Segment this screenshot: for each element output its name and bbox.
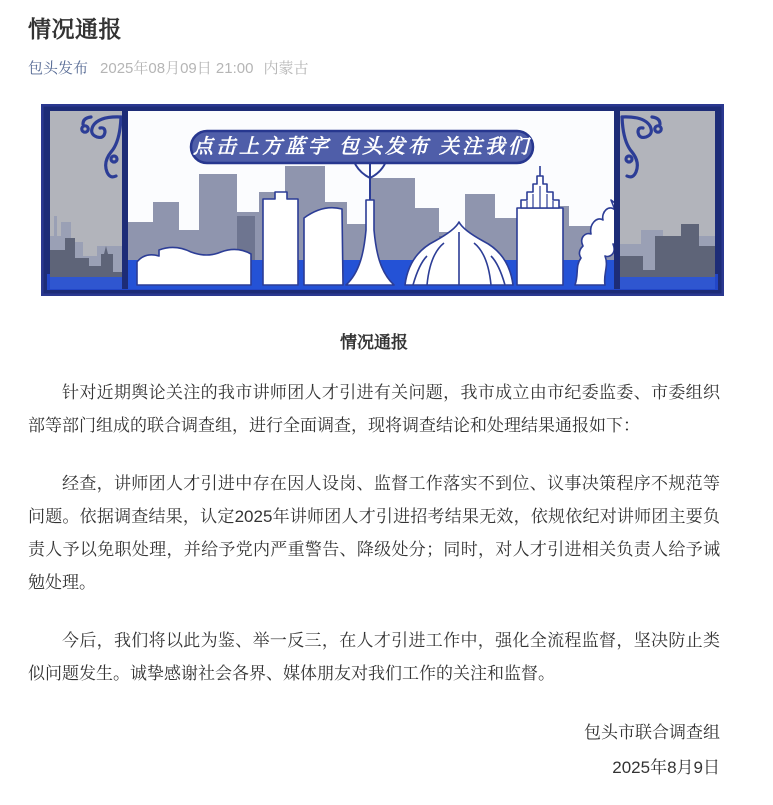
striped-tower — [263, 192, 298, 285]
notice-heading: 情况通报 — [340, 333, 408, 352]
center-scene — [128, 111, 633, 289]
signature-line: 包头市联合调查组 — [584, 723, 720, 742]
left-panel — [50, 111, 122, 289]
notice-paragraph-1: 针对近期舆论关注的我市讲师团人才引进有关问题，我市成立由市纪委监委、市委组织部等部门组成的联合调查组，进行全面调查，现将调查结论和处理结果通报如下： — [28, 383, 720, 435]
article-meta — [28, 57, 720, 78]
baotou-skyline-banner — [41, 104, 724, 296]
article-content — [28, 14, 720, 785]
page-title: 情况通报 — [28, 16, 122, 42]
notice-paragraph-3: 今后，我们将以此为鉴、举一反三，在人才引进工作中，强化全流程监督，坚决防止类似问题发生。诚挚感谢社会各界、媒体朋友对我们工作的关注和监督。 — [28, 631, 720, 683]
article-body — [28, 326, 720, 785]
crowned-tower — [517, 208, 563, 285]
sail-building — [304, 208, 343, 285]
follow-ribbon — [191, 131, 533, 163]
right-divider — [614, 111, 620, 289]
ribbon-text: 点击上方蓝字 包头发布 关注我们 — [193, 136, 531, 158]
right-panel — [620, 111, 715, 289]
account-link[interactable]: 包头发布 — [28, 60, 89, 77]
left-divider — [122, 111, 128, 289]
publish-location: 内蒙古 — [263, 60, 309, 77]
publish-time: 2025年08月09日 21:00 — [100, 60, 254, 77]
banner-image[interactable] — [41, 104, 724, 296]
date-line: 2025年8月9日 — [612, 758, 720, 777]
notice-paragraph-2: 经查，讲师团人才引进中存在因人设岗、监督工作落实不到位、议事决策程序不规范等问题。依据调查结果，认定2025年讲师团人才引进招考结果无效，依规依纪对讲师团主要负责人予以免职处理，并给予党内严重警告、降级处分；同时，对人才引进相关负责人给予诫勉处理。 — [28, 474, 720, 592]
